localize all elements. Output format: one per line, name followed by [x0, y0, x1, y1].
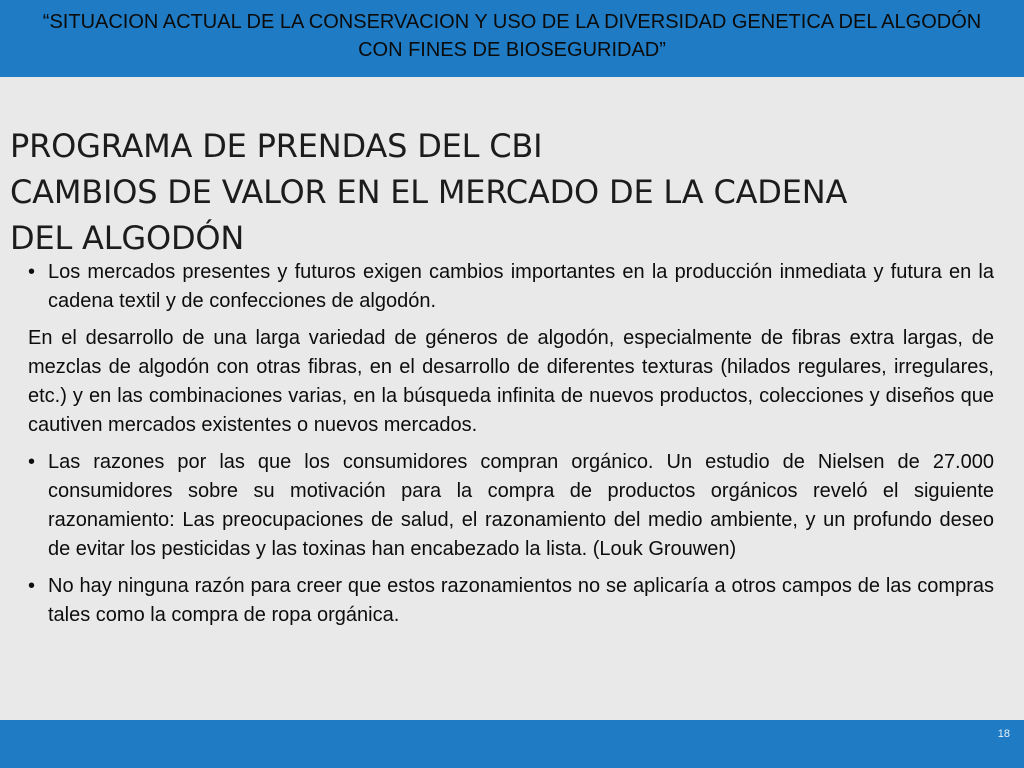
page-number: 18 — [997, 728, 1010, 740]
banner-line-2: CON FINES DE BIOSEGURIDAD” — [358, 39, 666, 61]
bullet-item — [28, 448, 994, 564]
bullet-icon: • — [28, 451, 36, 473]
bullet-text-organic-reasons: Las razones por las que los consumidores compran orgánico. Un estudio de Nielsen de 27.000 consumidores sobre su motivación para la compra de productos orgánicos reveló el siguiente razonamiento: Las preocupaciones de salud, el razonamiento del medio ambiente, y un profundo deseo de evitar los pesticidas y las toxinas han encabezado la lista. (Louk Grouwen) — [48, 451, 994, 560]
header-banner — [0, 0, 1024, 77]
bullet-text-other-fields: No hay ninguna razón para creer que estos razonamientos no se aplicaría a otros campos de las compras tales como la compra de ropa orgánica. — [48, 575, 994, 626]
title-line-3: DEL ALGODÓN — [10, 219, 245, 257]
footer-bar — [0, 720, 1024, 768]
title-line-1: PROGRAMA DE PRENDAS DEL CBI — [10, 127, 543, 165]
body-paragraph — [28, 324, 994, 440]
banner-line-1: “SITUACION ACTUAL DE LA CONSERVACION Y USO DE LA DIVERSIDAD GENETICA DEL ALGODÓN — [42, 11, 982, 33]
title-line-2: CAMBIOS DE VALOR EN EL MERCADO DE LA CADENA — [10, 173, 848, 211]
slide-title — [10, 123, 990, 261]
slide-body — [28, 258, 994, 638]
bullet-item — [28, 572, 994, 630]
bullet-text-markets: Los mercados presentes y futuros exigen cambios importantes en la producción inmediata y futura en la cadena textil y de confecciones de algodón. — [48, 261, 994, 312]
bullet-icon: • — [28, 261, 36, 283]
paragraph-text-development: En el desarrollo de una larga variedad de géneros de algodón, especialmente de fibras extra largas, de mezclas de algodón con otras fibras, en el desarrollo de diferentes texturas (hilados regulares, irregulares, etc.) y en las combinaciones varias, en la búsqueda infinita de nuevos productos, colecciones y diseños que cautiven mercados existentes o nuevos mercados. — [28, 327, 994, 436]
bullet-item — [28, 258, 994, 316]
bullet-icon: • — [28, 575, 36, 597]
